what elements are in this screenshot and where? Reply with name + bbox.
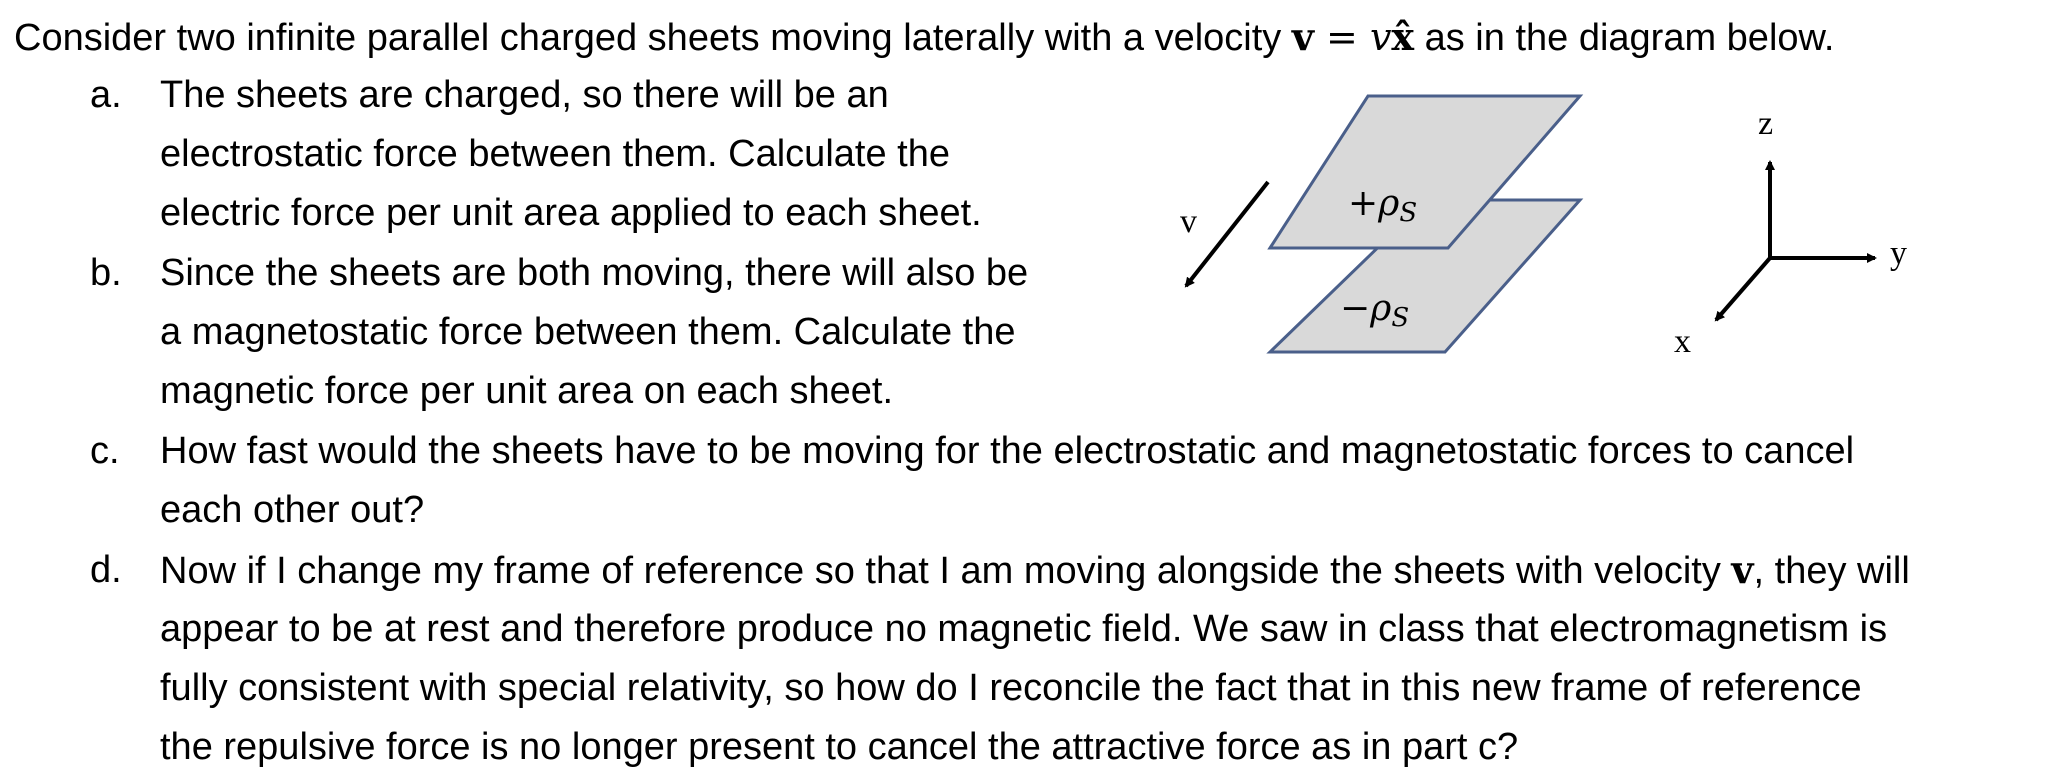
top-sheet-subscript: S bbox=[1399, 198, 1418, 228]
y-axis-label: y bbox=[1890, 235, 1907, 272]
x-axis-arrow bbox=[1716, 258, 1770, 320]
part-d-line-1-after: , they will bbox=[1753, 550, 1910, 592]
velocity-vector-symbol: v bbox=[1291, 14, 1314, 59]
part-c-line-1: How fast would the sheets have to be moving for the electrostatic and magnetostatic forces to cancel bbox=[160, 430, 1855, 472]
part-b-line-1: Since the sheets are both moving, there will also be bbox=[160, 252, 1029, 294]
part-d-velocity-symbol: v bbox=[1731, 547, 1754, 592]
x-axis-label: x bbox=[1674, 323, 1691, 360]
velocity-arrow bbox=[1186, 182, 1268, 286]
part-d-line-4: the repulsive force is no longer present to cancel the attractive force as in part c? bbox=[160, 726, 1519, 768]
bottom-sheet-subscript: S bbox=[1391, 303, 1410, 333]
part-a-letter: a. bbox=[90, 74, 122, 116]
part-d-line-1 bbox=[160, 541, 1910, 600]
part-d-line-3: fully consistent with special relativity, so how do I reconcile the fact that in this new frame of reference bbox=[160, 667, 1862, 709]
part-c-line-2: each other out? bbox=[160, 489, 425, 531]
x-hat-symbol: x̂ bbox=[1391, 14, 1415, 59]
speed-symbol: v bbox=[1369, 15, 1392, 59]
part-c-letter: c. bbox=[90, 430, 120, 472]
part-b-line-2: a magnetostatic force between them. Calculate the bbox=[160, 311, 1016, 353]
part-a-line-1: The sheets are charged, so there will be an bbox=[160, 74, 889, 116]
charged-sheets-diagram bbox=[1160, 82, 1920, 382]
intro-text-before: Consider two infinite parallel charged sheets moving laterally with a velocity bbox=[14, 17, 1292, 59]
top-sheet-symbol: +ρ bbox=[1348, 183, 1400, 224]
equals-sign: = bbox=[1313, 15, 1370, 59]
part-a-line-3: electric force per unit area applied to each sheet. bbox=[160, 192, 982, 234]
intro-text-after: as in the diagram below. bbox=[1414, 17, 1835, 59]
z-axis-label: z bbox=[1758, 105, 1774, 142]
velocity-label: v bbox=[1180, 203, 1197, 240]
part-a-line-2: electrostatic force between them. Calculate the bbox=[160, 133, 950, 175]
part-d-letter: d. bbox=[90, 549, 122, 591]
part-d-line-2: appear to be at rest and therefore produce no magnetic field. We saw in class that electromagnetism is bbox=[160, 608, 1888, 650]
problem-intro bbox=[14, 8, 1834, 67]
bottom-sheet-symbol: −ρ bbox=[1340, 288, 1392, 329]
part-d-line-1-before: Now if I change my frame of reference so that I am moving alongside the sheets with velocity bbox=[160, 550, 1732, 592]
part-b-line-3: magnetic force per unit area on each sheet. bbox=[160, 370, 894, 412]
part-b-letter: b. bbox=[90, 252, 122, 294]
